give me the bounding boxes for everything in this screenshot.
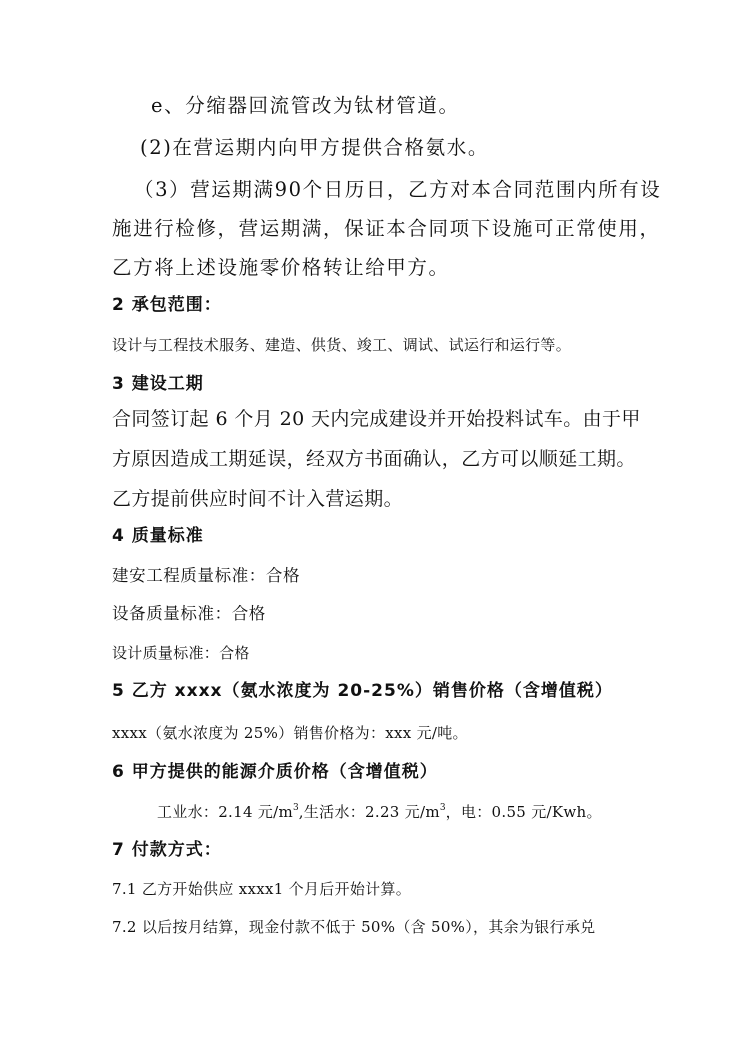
energy-unit-superscript-1: 3	[293, 803, 299, 813]
section-3-heading: 3 建设工期	[112, 374, 204, 394]
payment-7-2: 7.2 以后按月结算，现金付款不低于 50%（含 50%），其余为银行承兑	[112, 918, 596, 936]
section-3-body-line-1: 合同签订起 6 个月 20 天内完成建设并开始投料试车。由于甲	[112, 408, 641, 430]
section-5-body: xxxx（氨水浓度为 25%）销售价格为：xxx 元/吨。	[112, 724, 468, 742]
section-4-heading: 4 质量标准	[112, 526, 204, 546]
energy-unit-superscript-2: 3	[439, 803, 446, 813]
item-3-text-line-3: 乙方将上述设施零价格转让给甲方。	[112, 256, 450, 279]
energy-electricity: ，电：0.55 元/Kwh。	[445, 803, 602, 821]
item-2-text: (2)在营运期内向甲方提供合格氨水。	[140, 136, 489, 159]
energy-domestic-water: ,生活水：2.23 元/m	[298, 803, 440, 821]
item-e-text: e、分缩器回流管改为钛材管道。	[151, 94, 460, 117]
section-2-body: 设计与工程技术服务、建造、供货、竣工、调试、试运行和运行等。	[112, 336, 572, 354]
energy-industrial-water: 工业水：2.14 元/m	[157, 803, 294, 821]
section-2-heading: 2 承包范围：	[112, 295, 222, 315]
quality-equipment: 设备质量标准：合格	[112, 604, 266, 623]
quality-design: 设计质量标准：合格	[112, 644, 250, 662]
section-7-heading: 7 付款方式：	[112, 840, 222, 860]
section-6-heading: 6 甲方提供的能源介质价格（含增值税）	[112, 762, 438, 782]
item-3-text-line-1: （3）营运期满90个日历日，乙方对本合同范围内所有设	[134, 178, 662, 201]
quality-construction: 建安工程质量标准：合格	[112, 566, 301, 585]
section-3-body-line-2: 方原因造成工期延误，经双方书面确认，乙方可以顺延工期。	[112, 448, 636, 470]
payment-7-1: 7.1 乙方开始供应 xxxx1 个月后开始计算。	[112, 880, 412, 898]
section-5-heading: 5 乙方 xxxx（氨水浓度为 20-25%）销售价格（含增值税）	[112, 681, 613, 701]
section-3-body-line-3: 乙方提前供应时间不计入营运期。	[112, 488, 404, 510]
energy-prices	[157, 804, 602, 820]
item-3-text-line-2: 施进行检修，营运期满，保证本合同项下设施可正常使用，	[112, 217, 661, 240]
